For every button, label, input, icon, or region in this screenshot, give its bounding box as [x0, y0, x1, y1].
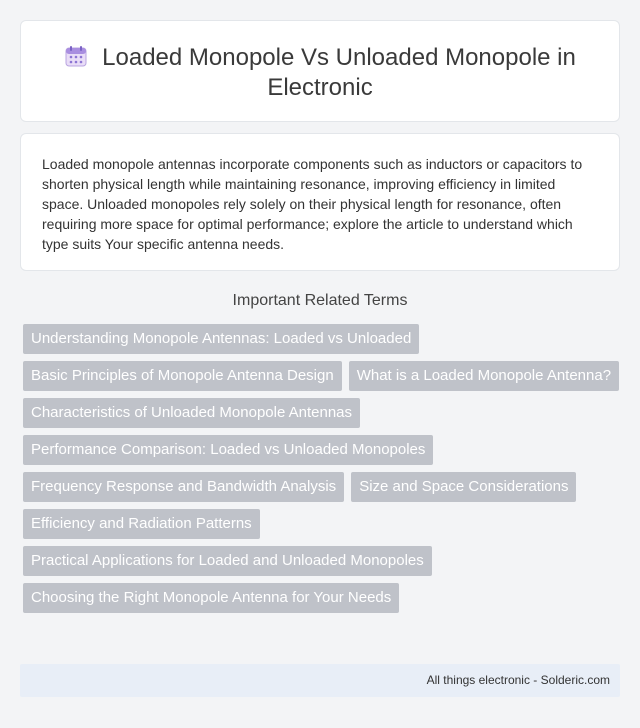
- description-text: Loaded monopole antennas incorporate components such as inductors or capacitors to shorten physical length while maintaining resonance, improving efficiency in limited space. Unloaded monopoles rely solely on their physical length for resonance, often requiring more space for optimal performance; explore the article to understand which type suits Your specific antenna needs.: [42, 156, 583, 252]
- title-card: [20, 20, 620, 122]
- footer-text: All things electronic - Solderic.com: [426, 673, 610, 687]
- page-title-wrap: [21, 43, 619, 103]
- related-term-tag[interactable]: Frequency Response and Bandwidth Analysis: [23, 472, 344, 502]
- related-term-tag[interactable]: What is a Loaded Monopole Antenna?: [349, 361, 619, 391]
- page-title: Loaded Monopole Vs Unloaded Monopole in Electronic: [102, 44, 576, 101]
- calendar-icon: [64, 44, 88, 68]
- related-term-tag[interactable]: Size and Space Considerations: [351, 472, 576, 502]
- related-term-tag[interactable]: Practical Applications for Loaded and Unloaded Monopoles: [23, 546, 432, 576]
- related-terms-heading: Important Related Terms: [232, 292, 408, 309]
- related-term-tag[interactable]: Efficiency and Radiation Patterns: [23, 509, 260, 539]
- footer: [20, 664, 620, 697]
- related-term-tag[interactable]: Characteristics of Unloaded Monopole Antennas: [23, 398, 360, 428]
- related-terms-list: [23, 324, 620, 613]
- related-term-tag[interactable]: Performance Comparison: Loaded vs Unloaded Monopoles: [23, 435, 433, 465]
- description-card: [20, 133, 620, 271]
- related-term-tag[interactable]: Basic Principles of Monopole Antenna Design: [23, 361, 342, 391]
- related-term-tag[interactable]: Choosing the Right Monopole Antenna for Your Needs: [23, 583, 399, 613]
- related-term-tag[interactable]: Understanding Monopole Antennas: Loaded vs Unloaded: [23, 324, 419, 354]
